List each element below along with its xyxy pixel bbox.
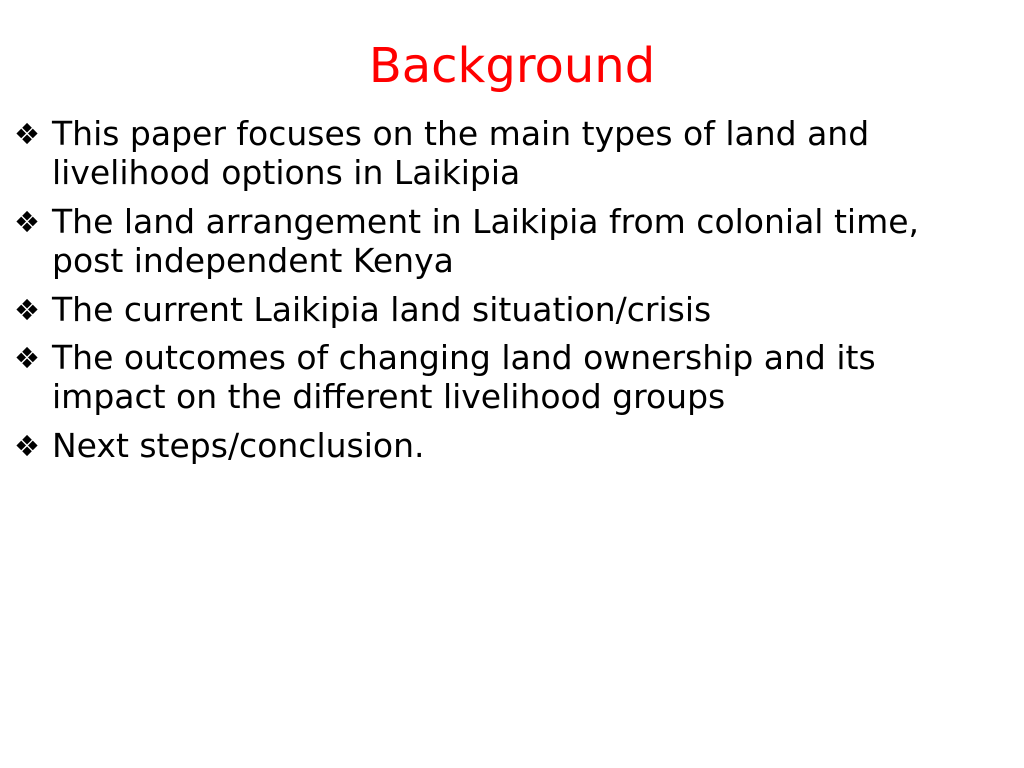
- diamond-bullet-icon: ❖: [14, 341, 40, 376]
- list-item-text: Next steps/conclusion.: [52, 426, 425, 466]
- list-item: [14, 339, 984, 417]
- list-item: [14, 115, 984, 193]
- diamond-bullet-icon: ❖: [14, 292, 40, 327]
- diamond-bullet-icon: ❖: [14, 429, 40, 464]
- list-item-text: The land arrangement in Laikipia from colonial time, post independent Kenya: [52, 201, 920, 280]
- bullet-list: [0, 93, 1024, 467]
- list-item-text: The outcomes of changing land ownership and its impact on the different livelihood groups: [52, 338, 876, 417]
- list-item: [14, 291, 984, 330]
- list-item-text: The current Laikipia land situation/crisis: [52, 289, 712, 329]
- list-item: [14, 427, 984, 466]
- diamond-bullet-icon: ❖: [14, 116, 40, 151]
- page-title: Background: [368, 38, 656, 94]
- list-item: [14, 203, 984, 281]
- diamond-bullet-icon: ❖: [14, 204, 40, 239]
- list-item-text: This paper focuses on the main types of land and livelihood options in Laikipia: [52, 113, 870, 192]
